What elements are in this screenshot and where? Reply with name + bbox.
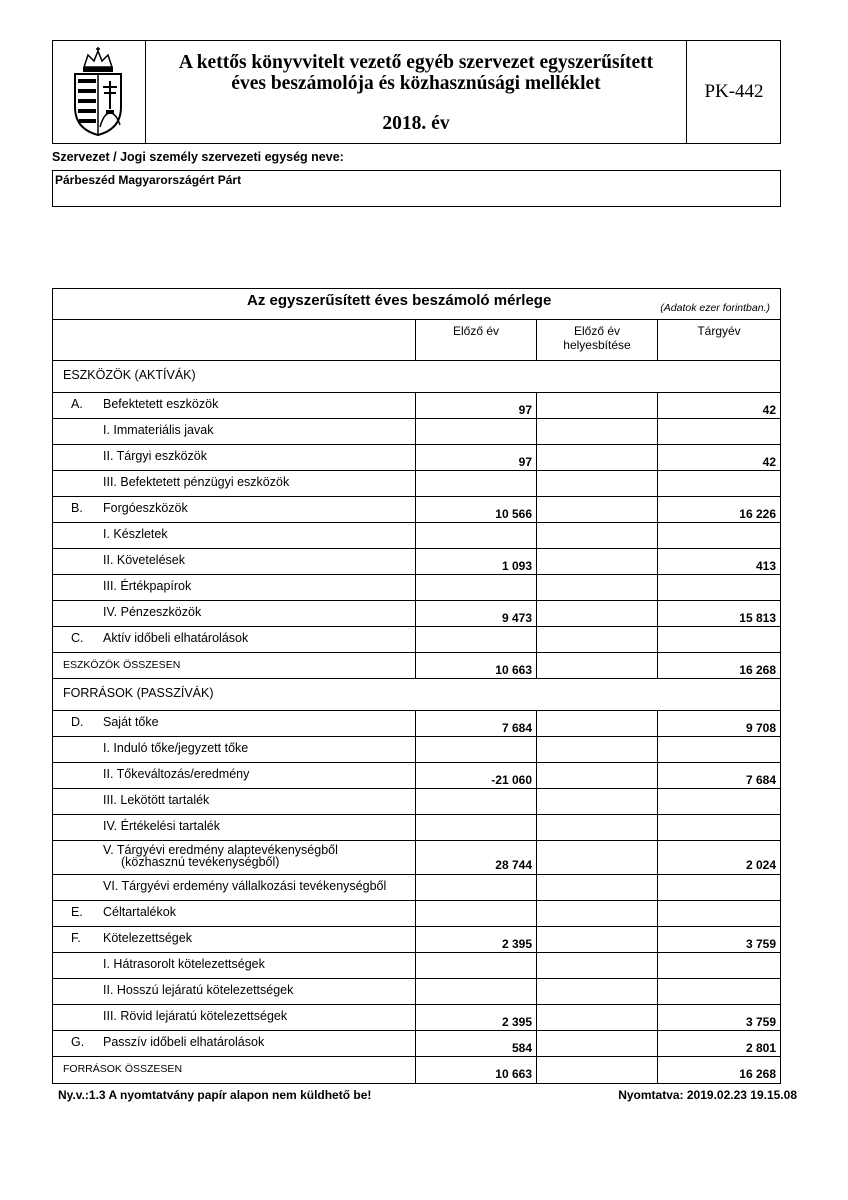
table-row (53, 445, 780, 471)
hungarian-coat-of-arms-icon (70, 47, 126, 137)
cell-current-year: 16 268 (657, 1057, 780, 1083)
table-row (53, 979, 780, 1005)
row-label (103, 793, 209, 807)
cell-correction (536, 627, 657, 652)
balance-sheet-title-row (53, 289, 780, 320)
cell-current-year (657, 789, 780, 814)
section-label: ESZKÖZÖK (AKTÍVÁK) (63, 368, 196, 382)
row-label (103, 579, 191, 593)
cell-prev-year: 97 (415, 393, 536, 418)
row-label (103, 1035, 264, 1049)
form-header (52, 40, 781, 144)
cell-correction (536, 445, 657, 470)
organization-label: Szervezet / Jogi személy szervezeti egység neve: (52, 150, 344, 164)
row-label-text: I. Immateriális javak (103, 423, 214, 437)
cell-correction (536, 523, 657, 548)
cell-correction (536, 875, 657, 900)
row-code: E. (71, 905, 83, 919)
cell-correction (536, 1057, 657, 1083)
column-header-prev: Előző év (415, 320, 536, 360)
table-row (53, 419, 780, 445)
row-label-text: I. Hátrasorolt kötelezettségek (103, 957, 265, 971)
row-code: D. (71, 715, 84, 729)
form-title (146, 41, 687, 143)
cell-correction (536, 1005, 657, 1030)
crest-cell (53, 41, 146, 143)
cell-prev-year (415, 737, 536, 762)
cell-prev-year: 1 093 (415, 549, 536, 574)
form-year: 2018. év (382, 113, 450, 134)
cell-current-year: 42 (657, 445, 780, 470)
balance-rows (53, 361, 780, 1083)
table-row (53, 815, 780, 841)
form-title-line2: éves beszámolója és közhasznúsági melléklet (231, 73, 601, 94)
row-label (103, 879, 386, 893)
row-label-text: Saját tőke (103, 715, 159, 729)
cell-correction (536, 1031, 657, 1056)
cell-current-year (657, 901, 780, 926)
cell-correction (536, 711, 657, 736)
cell-current-year: 3 759 (657, 927, 780, 952)
row-label-text: IV. Pénzeszközök (103, 605, 202, 619)
table-row (53, 393, 780, 419)
cell-current-year: 413 (657, 549, 780, 574)
row-label (103, 605, 201, 619)
cell-correction (536, 419, 657, 444)
row-label-text: Aktív időbeli elhatárolások (103, 631, 249, 645)
table-row (53, 549, 780, 575)
cell-correction (536, 979, 657, 1004)
row-label (103, 905, 176, 919)
cell-correction (536, 601, 657, 626)
cell-current-year (657, 575, 780, 600)
row-code: A. (71, 397, 83, 411)
row-label-text: I. Készletek (103, 527, 168, 541)
row-label (103, 553, 185, 567)
row-label (103, 819, 220, 833)
cell-current-year (657, 471, 780, 496)
table-row (53, 927, 780, 953)
row-label (103, 931, 192, 945)
row-label-text: Kötelezettségek (103, 931, 192, 945)
row-label (63, 1063, 182, 1075)
total-row (53, 1057, 780, 1083)
row-label-text: III. Befektetett pénzügyi eszközök (103, 475, 290, 489)
row-label-text: FORRÁSOK ÖSSZESEN (63, 1063, 183, 1075)
row-label-text: III. Rövid lejáratú kötelezettségek (103, 1009, 288, 1023)
cell-current-year: 42 (657, 393, 780, 418)
cell-current-year (657, 953, 780, 978)
table-row (53, 601, 780, 627)
cell-current-year: 16 268 (657, 653, 780, 678)
row-label-text: Passzív időbeli elhatárolások (103, 1035, 265, 1049)
row-label-text: I. Induló tőke/jegyzett tőke (103, 741, 249, 755)
cell-prev-year (415, 979, 536, 1004)
table-row (53, 737, 780, 763)
footer-note: Ny.v.:1.3 A nyomtatvány papír alapon nem küldhető be! (58, 1088, 372, 1102)
row-label-continuation: (közhasznú tevékenységből) (121, 855, 280, 869)
row-label (103, 475, 289, 489)
row-label-text: II. Tárgyi eszközök (103, 449, 207, 463)
cell-prev-year (415, 875, 536, 900)
print-timestamp: Nyomtatva: 2019.02.23 19.15.08 (618, 1088, 797, 1102)
cell-current-year: 3 759 (657, 1005, 780, 1030)
cell-prev-year (415, 789, 536, 814)
cell-prev-year (415, 901, 536, 926)
row-label-text: V. Tárgyévi eredmény alaptevékenységből (103, 843, 338, 857)
cell-prev-year: 2 395 (415, 927, 536, 952)
row-code: C. (71, 631, 84, 645)
cell-correction (536, 763, 657, 788)
balance-sheet-title: Az egyszerűsített éves beszámoló mérlege (247, 292, 552, 309)
table-row (53, 471, 780, 497)
row-code: B. (71, 501, 83, 515)
row-label (103, 741, 248, 755)
section-label: FORRÁSOK (PASSZÍVÁK) (63, 686, 214, 700)
cell-current-year: 2 801 (657, 1031, 780, 1056)
table-row (53, 497, 780, 523)
row-label (103, 1009, 287, 1023)
row-label-text: VI. Tárgyévi erdemény vállalkozási tevékenységből (103, 879, 387, 893)
cell-current-year: 2 024 (657, 841, 780, 874)
column-header-correction: Előző év helyesbítése (536, 320, 657, 360)
cell-prev-year: 10 663 (415, 1057, 536, 1083)
balance-sheet-table (52, 288, 781, 1084)
cell-prev-year: 2 395 (415, 1005, 536, 1030)
column-header-row (53, 320, 780, 361)
cell-correction (536, 471, 657, 496)
row-label-text: Forgóeszközök (103, 501, 188, 515)
cell-correction (536, 737, 657, 762)
row-label-text: III. Lekötött tartalék (103, 793, 210, 807)
cell-prev-year (415, 523, 536, 548)
row-label (103, 844, 338, 868)
cell-correction (536, 927, 657, 952)
cell-correction (536, 575, 657, 600)
row-code: F. (71, 931, 81, 945)
cell-current-year (657, 523, 780, 548)
table-row (53, 627, 780, 653)
table-row (53, 711, 780, 737)
table-row (53, 575, 780, 601)
cell-current-year: 9 708 (657, 711, 780, 736)
cell-prev-year: 584 (415, 1031, 536, 1056)
row-label-text: Befektetett eszközök (103, 397, 219, 411)
row-label (103, 449, 207, 463)
cell-correction (536, 901, 657, 926)
row-label-text: II. Hosszú lejáratú kötelezettségek (103, 983, 294, 997)
cell-prev-year (415, 575, 536, 600)
table-row (53, 763, 780, 789)
row-label (103, 527, 168, 541)
table-row (53, 841, 780, 875)
row-code: G. (71, 1035, 85, 1049)
cell-correction (536, 393, 657, 418)
table-row (53, 953, 780, 979)
cell-prev-year (415, 953, 536, 978)
cell-prev-year: 10 663 (415, 653, 536, 678)
cell-current-year (657, 875, 780, 900)
cell-prev-year: 9 473 (415, 601, 536, 626)
cell-current-year (657, 627, 780, 652)
row-label (103, 767, 249, 781)
table-row (53, 789, 780, 815)
column-header-current: Tárgyév (657, 320, 780, 360)
section-header-row (53, 361, 780, 393)
cell-current-year (657, 979, 780, 1004)
table-row (53, 1031, 780, 1057)
row-label-text: ESZKÖZÖK ÖSSZESEN (63, 659, 181, 671)
unit-note: (Adatok ezer forintban.) (660, 302, 770, 314)
cell-prev-year (415, 627, 536, 652)
cell-correction (536, 549, 657, 574)
form-title-line1: A kettős könyvvitelt vezető egyéb szervezet egyszerűsített (178, 52, 654, 73)
row-label (103, 397, 218, 411)
cell-prev-year: 28 744 (415, 841, 536, 874)
cell-correction (536, 815, 657, 840)
row-label (103, 983, 293, 997)
row-label-text: II. Tőkeváltozás/eredmény (103, 767, 250, 781)
table-row (53, 523, 780, 549)
cell-prev-year: 97 (415, 445, 536, 470)
table-row (53, 1005, 780, 1031)
cell-current-year (657, 737, 780, 762)
cell-current-year: 15 813 (657, 601, 780, 626)
row-label-text: II. Követelések (103, 553, 185, 567)
cell-prev-year (415, 419, 536, 444)
cell-current-year: 16 226 (657, 497, 780, 522)
cell-correction (536, 841, 657, 874)
cell-prev-year: 7 684 (415, 711, 536, 736)
table-row (53, 901, 780, 927)
cell-prev-year: -21 060 (415, 763, 536, 788)
table-row (53, 875, 780, 901)
cell-prev-year: 10 566 (415, 497, 536, 522)
organization-name: Párbeszéd Magyarországért Párt (55, 173, 242, 187)
row-label (103, 501, 188, 515)
total-row (53, 653, 780, 679)
cell-current-year: 7 684 (657, 763, 780, 788)
form-code: PK-442 (704, 81, 764, 102)
row-label (103, 957, 265, 971)
row-label (103, 715, 159, 729)
cell-correction (536, 953, 657, 978)
cell-current-year (657, 419, 780, 444)
cell-prev-year (415, 471, 536, 496)
section-header-row (53, 679, 780, 711)
cell-current-year (657, 815, 780, 840)
row-label-text: III. Értékpapírok (103, 579, 192, 593)
cell-correction (536, 497, 657, 522)
row-label (103, 423, 213, 437)
row-label-text: Céltartalékok (103, 905, 176, 919)
cell-correction (536, 789, 657, 814)
row-label (63, 659, 180, 671)
cell-correction (536, 653, 657, 678)
row-label (103, 631, 248, 645)
row-label-text: IV. Értékelési tartalék (103, 819, 220, 833)
organization-name-field (52, 170, 781, 207)
cell-prev-year (415, 815, 536, 840)
